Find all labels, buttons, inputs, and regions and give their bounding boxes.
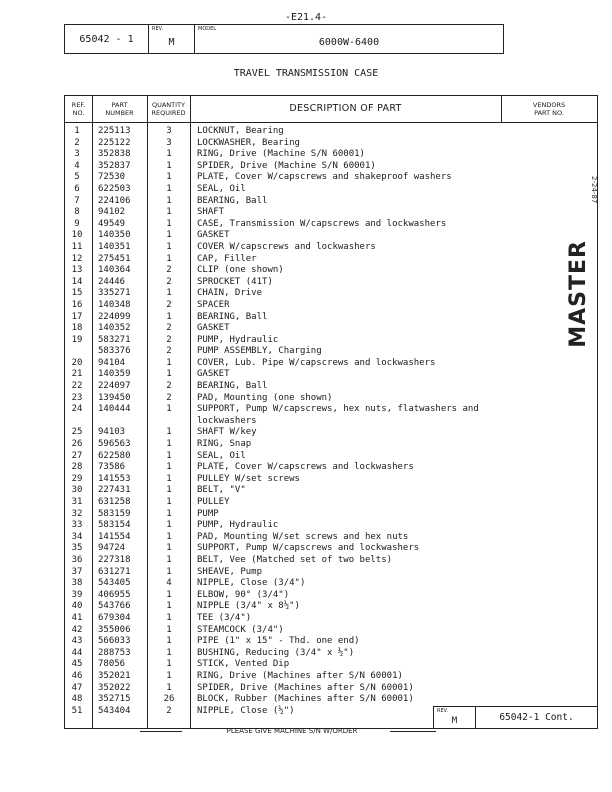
ref-cell: 40 <box>71 601 83 612</box>
quantity-cell: 1 <box>166 508 172 519</box>
description-cell: BEARING, Ball <box>197 311 268 322</box>
description-cell: lockwashers <box>197 415 257 426</box>
ref-cell: 48 <box>71 694 83 705</box>
description-cell: BUSHING, Reducing (3/4" x ½") <box>197 647 355 658</box>
ref-cell: 9 <box>74 218 80 229</box>
description-cell: STEAMCOCK (3/4") <box>197 624 284 635</box>
quantity-cell: 2 <box>166 323 172 334</box>
quantity-cell: 4 <box>166 578 172 589</box>
description-cell: BELT, Vee (Matched set of two belts) <box>197 554 393 565</box>
part-number-cell: 140444 <box>98 404 131 415</box>
description-cell: SHAFT W/key <box>197 427 257 438</box>
quantity-cell: 1 <box>166 172 172 183</box>
ref-cell: 45 <box>71 659 83 670</box>
ref-cell: 11 <box>71 241 83 252</box>
ref-cell: 20 <box>71 357 83 368</box>
table-row <box>65 207 597 219</box>
ref-cell: 22 <box>71 381 83 392</box>
part-number-cell: 583271 <box>98 334 131 345</box>
table-row <box>65 509 597 521</box>
part-number-cell: 622503 <box>98 183 131 194</box>
quantity-cell: 1 <box>166 195 172 206</box>
rev-box <box>433 706 598 729</box>
footer-note: PLEASE GIVE MACHINE S/N W/ORDER <box>226 727 358 735</box>
part-number-cell: 94104 <box>98 357 126 368</box>
description-cell: PAD, Mounting W/set screws and hex nuts <box>197 531 409 542</box>
ref-cell: 41 <box>71 612 83 623</box>
quantity-cell: 1 <box>166 149 172 160</box>
table-row <box>65 149 597 161</box>
quantity-cell: 1 <box>166 439 172 450</box>
table-row <box>65 184 597 196</box>
part-number-cell: 141554 <box>98 531 131 542</box>
ref-cell: 51 <box>71 705 83 716</box>
ref-cell: 19 <box>71 334 83 345</box>
description-cell: GASKET <box>197 369 230 380</box>
part-number-cell: 73586 <box>98 462 126 473</box>
ref-cell: 30 <box>71 485 83 496</box>
part-number-cell: 24446 <box>98 276 126 287</box>
part-number-cell: 288753 <box>98 647 131 658</box>
description-cell: STICK, Vented Dip <box>197 659 290 670</box>
ref-cell: 23 <box>71 392 83 403</box>
quantity-cell: 2 <box>166 392 172 403</box>
table-row <box>65 520 597 532</box>
table-row <box>65 416 597 428</box>
quantity-cell: 1 <box>166 485 172 496</box>
description-cell: SUPPORT, Pump W/capscrews and lockwashers <box>197 543 420 554</box>
ref-cell: 1 <box>74 126 80 136</box>
description-cell: SHAFT <box>197 207 225 218</box>
ref-cell: 36 <box>71 554 83 565</box>
part-number-cell: 140352 <box>98 323 131 334</box>
quantity-cell: 1 <box>166 241 172 252</box>
table-row <box>65 265 597 277</box>
part-number-cell: 543405 <box>98 578 131 589</box>
rev-box-rev: REV. M <box>434 707 476 728</box>
ref-cell: 32 <box>71 508 83 519</box>
description-cell: PUMP ASSEMBLY, Charging <box>197 346 322 357</box>
part-number-cell: 225113 <box>98 126 131 136</box>
description-cell: LOCKNUT, Bearing <box>197 126 284 136</box>
ref-cell: 13 <box>71 265 83 276</box>
quantity-cell: 1 <box>166 497 172 507</box>
description-cell: NIPPLE (3/4" x 8½") <box>197 601 300 612</box>
part-number-cell: 352021 <box>98 670 131 681</box>
description-cell: NIPPLE, Close (3/4") <box>197 578 306 589</box>
description-cell: SEAL, Oil <box>197 450 246 461</box>
quantity-cell: 1 <box>166 288 172 299</box>
description-cell: CHAIN, Drive <box>197 288 263 299</box>
part-number-cell: 631258 <box>98 497 131 507</box>
ref-cell: 37 <box>71 566 83 577</box>
quantity-cell: 1 <box>166 601 172 612</box>
table-row <box>65 694 597 706</box>
ref-cell: 10 <box>71 230 83 241</box>
col-part-header: PART NUMBER <box>105 101 134 117</box>
table-row <box>65 485 597 497</box>
quantity-cell: 2 <box>166 334 172 345</box>
ref-cell: 12 <box>71 253 83 264</box>
description-cell: PUMP, Hydraulic <box>197 520 279 531</box>
quantity-cell: 1 <box>166 659 172 670</box>
quantity-cell: 1 <box>166 531 172 542</box>
description-cell: PAD, Mounting (one shown) <box>197 392 333 403</box>
quantity-cell: 26 <box>163 694 175 705</box>
description-cell: PUMP <box>197 508 219 519</box>
description-cell: COVER, Lub. Pipe W/capscrews and lockwashers <box>197 357 436 368</box>
quantity-cell: 1 <box>166 543 172 554</box>
rev-box-doc: 65042-1 Cont. <box>499 712 574 723</box>
ref-cell: 3 <box>74 149 80 160</box>
table-row <box>65 404 597 416</box>
part-number-cell: 566033 <box>98 636 131 647</box>
part-number-cell: 583376 <box>98 346 131 357</box>
part-number-cell: 275451 <box>98 253 131 264</box>
description-cell: NIPPLE, Close (½") <box>197 705 295 716</box>
ref-cell: 27 <box>71 450 83 461</box>
description-cell: SPIDER, Drive (Machines after S/N 60001) <box>197 682 414 693</box>
ref-cell: 8 <box>74 207 80 218</box>
table-row <box>65 439 597 451</box>
quantity-cell: 1 <box>166 183 172 194</box>
ref-cell: 33 <box>71 520 83 531</box>
quantity-cell: 2 <box>166 346 172 357</box>
part-number-cell: 224099 <box>98 311 131 322</box>
table-row <box>65 683 597 695</box>
model-label: MODEL <box>198 26 217 32</box>
part-number-cell: 141553 <box>98 473 131 484</box>
ref-cell: 28 <box>71 462 83 473</box>
quantity-cell: 1 <box>166 670 172 681</box>
table-row <box>65 474 597 486</box>
part-number-cell: 94102 <box>98 207 126 218</box>
part-number-cell: 49549 <box>98 218 126 229</box>
part-number-cell: 583159 <box>98 508 131 519</box>
description-cell: BEARING, Ball <box>197 195 268 206</box>
part-number-cell: 224097 <box>98 381 131 392</box>
quantity-cell: 1 <box>166 636 172 647</box>
description-cell: COVER W/capscrews and lockwashers <box>197 241 376 252</box>
table-row <box>65 335 597 347</box>
part-number-cell: 227431 <box>98 485 131 496</box>
description-cell: CAP, Filler <box>197 253 257 264</box>
table-row <box>65 196 597 208</box>
table-row <box>65 543 597 555</box>
part-number-cell: 583154 <box>98 520 131 531</box>
quantity-cell: 3 <box>166 137 172 148</box>
quantity-cell: 1 <box>166 554 172 565</box>
table-row <box>65 648 597 660</box>
quantity-cell: 1 <box>166 450 172 461</box>
part-number-cell: 140359 <box>98 369 131 380</box>
table-row <box>65 567 597 579</box>
ref-cell: 17 <box>71 311 83 322</box>
ref-cell: 38 <box>71 578 83 589</box>
ref-cell: 24 <box>71 404 83 415</box>
table-row <box>65 369 597 381</box>
table-row <box>65 555 597 567</box>
table-row <box>65 172 597 184</box>
description-cell: PUMP, Hydraulic <box>197 334 279 345</box>
description-cell: PIPE (1" x 15" - Thd. one end) <box>197 636 360 647</box>
quantity-cell: 2 <box>166 299 172 310</box>
part-number-cell: 224106 <box>98 195 131 206</box>
description-cell: GASKET <box>197 230 230 241</box>
description-cell: BEARING, Ball <box>197 381 268 392</box>
part-number-cell: 543404 <box>98 705 131 716</box>
quantity-cell: 1 <box>166 311 172 322</box>
quantity-cell: 1 <box>166 566 172 577</box>
table-row <box>65 254 597 266</box>
table-row <box>65 230 597 242</box>
quantity-cell: 1 <box>166 589 172 600</box>
table-row <box>65 219 597 231</box>
ref-cell: 47 <box>71 682 83 693</box>
quantity-cell: 1 <box>166 404 172 415</box>
table-row <box>65 312 597 324</box>
rev-cell <box>149 25 195 53</box>
col-ref-header: REF. NO. <box>71 101 86 117</box>
ref-cell: 7 <box>74 195 80 206</box>
col-qty-header: QUANTITY REQUIRED <box>151 101 186 117</box>
ref-cell: 26 <box>71 439 83 450</box>
doc-number: 65042 - 1 <box>65 25 149 53</box>
quantity-cell: 1 <box>166 357 172 368</box>
part-number-cell: 406955 <box>98 589 131 600</box>
part-number-cell: 140364 <box>98 265 131 276</box>
table-row <box>65 532 597 544</box>
quantity-cell: 1 <box>166 647 172 658</box>
quantity-cell: 1 <box>166 160 172 171</box>
ref-cell: 42 <box>71 624 83 635</box>
quantity-cell: 1 <box>166 682 172 693</box>
description-cell: SEAL, Oil <box>197 183 246 194</box>
quantity-cell: 2 <box>166 276 172 287</box>
ref-cell: 35 <box>71 543 83 554</box>
table-row <box>65 161 597 173</box>
page-title: TRAVEL TRANSMISSION CASE <box>233 68 379 79</box>
part-number-cell: 335271 <box>98 288 131 299</box>
description-cell: PULLEY W/set screws <box>197 473 300 484</box>
description-cell: PLATE, Cover W/capscrews and lockwashers <box>197 462 414 473</box>
part-number-cell: 352022 <box>98 682 131 693</box>
table-row <box>65 381 597 393</box>
ref-cell: 43 <box>71 636 83 647</box>
ref-cell: 34 <box>71 531 83 542</box>
model-value: 6000W-6400 <box>318 37 380 48</box>
description-cell: PULLEY <box>197 497 230 507</box>
part-number-cell: 679304 <box>98 612 131 623</box>
master-stamp: MASTER <box>566 240 591 348</box>
ref-cell: 6 <box>74 183 80 194</box>
part-number-cell: 94103 <box>98 427 126 438</box>
quantity-cell: 1 <box>166 473 172 484</box>
description-cell: BLOCK, Rubber (Machines after S/N 60001) <box>197 694 414 705</box>
quantity-cell: 1 <box>166 462 172 473</box>
table-row <box>65 590 597 602</box>
part-number-cell: 596563 <box>98 439 131 450</box>
quantity-cell: 1 <box>166 612 172 623</box>
quantity-cell: 1 <box>166 207 172 218</box>
part-number-cell: 139450 <box>98 392 131 403</box>
part-number-cell: 225122 <box>98 137 131 148</box>
quantity-cell: 1 <box>166 230 172 241</box>
part-number-cell: 543766 <box>98 601 131 612</box>
description-cell: CASE, Transmission W/capscrews and lockwashers <box>197 218 447 229</box>
quantity-cell: 2 <box>166 381 172 392</box>
quantity-cell: 1 <box>166 369 172 380</box>
table-row <box>65 126 597 138</box>
ref-cell: 46 <box>71 670 83 681</box>
ref-cell: 44 <box>71 647 83 658</box>
quantity-cell: 1 <box>166 427 172 438</box>
header-box <box>64 24 504 54</box>
table-row <box>65 393 597 405</box>
part-number-cell: 140350 <box>98 230 131 241</box>
part-number-cell: 72530 <box>98 172 126 183</box>
ref-cell: 14 <box>71 276 83 287</box>
part-number-cell: 631271 <box>98 566 131 577</box>
description-cell: SUPPORT, Pump W/capscrews, hex nuts, flatwashers and <box>197 404 479 415</box>
table-row <box>65 462 597 474</box>
ref-cell: 4 <box>74 160 80 171</box>
description-cell: RING, Snap <box>197 439 252 450</box>
table-row <box>65 497 597 509</box>
table-row <box>65 300 597 312</box>
col-desc-header: DESCRIPTION OF PART <box>289 103 402 114</box>
table-row <box>65 578 597 590</box>
handwritten-date: 2-24-87 <box>590 176 598 204</box>
quantity-cell: 3 <box>166 126 172 136</box>
table-row <box>65 625 597 637</box>
part-number-cell: 352838 <box>98 149 131 160</box>
table-body <box>65 126 597 717</box>
quantity-cell: 1 <box>166 624 172 635</box>
table-row <box>65 242 597 254</box>
description-cell: PLATE, Cover W/capscrews and shakeproof washers <box>197 172 452 183</box>
table-row <box>65 636 597 648</box>
ref-cell: 2 <box>74 137 80 148</box>
ref-cell: 39 <box>71 589 83 600</box>
ref-cell: 25 <box>71 427 83 438</box>
description-cell: SHEAVE, Pump <box>197 566 263 577</box>
description-cell: SPROCKET (41T) <box>197 276 273 287</box>
ref-cell: 31 <box>71 497 83 507</box>
parts-table <box>64 95 598 729</box>
part-number-cell: 355006 <box>98 624 131 635</box>
part-number-cell: 78056 <box>98 659 126 670</box>
table-row <box>65 613 597 625</box>
description-cell: TEE (3/4") <box>197 612 252 623</box>
ref-cell: 18 <box>71 323 83 334</box>
rev-value: M <box>168 37 175 48</box>
part-number-cell: 227318 <box>98 554 131 565</box>
table-row <box>65 427 597 439</box>
ref-cell: 29 <box>71 473 83 484</box>
description-cell: BELT, "V" <box>197 485 246 496</box>
table-row <box>65 659 597 671</box>
part-number-cell: 140351 <box>98 241 131 252</box>
description-cell: SPIDER, Drive (Machine S/N 60001) <box>197 160 376 171</box>
description-cell: CLIP (one shown) <box>197 265 284 276</box>
model-cell <box>195 25 503 53</box>
quantity-cell: 1 <box>166 253 172 264</box>
quantity-cell: 1 <box>166 218 172 229</box>
part-number-cell: 352715 <box>98 694 131 705</box>
table-row <box>65 346 597 358</box>
ref-cell: 15 <box>71 288 83 299</box>
table-row <box>65 601 597 613</box>
part-number-cell: 352837 <box>98 160 131 171</box>
ref-cell: 5 <box>74 172 80 183</box>
table-row <box>65 288 597 300</box>
description-cell: SPACER <box>197 299 230 310</box>
description-cell: LOCKWASHER, Bearing <box>197 137 300 148</box>
table-row <box>65 323 597 335</box>
table-row <box>65 277 597 289</box>
rev-label: REV. <box>152 26 163 32</box>
table-row <box>65 451 597 463</box>
part-number-cell: 140348 <box>98 299 131 310</box>
part-number-cell: 622580 <box>98 450 131 461</box>
table-row <box>65 671 597 683</box>
col-vendor-header: VENDORS PART NO. <box>532 101 566 117</box>
page-code: -E21.4- <box>284 12 328 23</box>
description-cell: RING, Drive (Machines after S/N 60001) <box>197 670 403 681</box>
table-row <box>65 138 597 150</box>
part-number-cell: 94724 <box>98 543 126 554</box>
ref-cell: 16 <box>71 299 83 310</box>
description-cell: RING, Drive (Machine S/N 60001) <box>197 149 365 160</box>
table-row <box>65 358 597 370</box>
quantity-cell: 2 <box>166 705 172 716</box>
quantity-cell: 2 <box>166 265 172 276</box>
quantity-cell: 1 <box>166 520 172 531</box>
description-cell: GASKET <box>197 323 230 334</box>
ref-cell: 21 <box>71 369 83 380</box>
description-cell: ELBOW, 90° (3/4") <box>197 589 290 600</box>
